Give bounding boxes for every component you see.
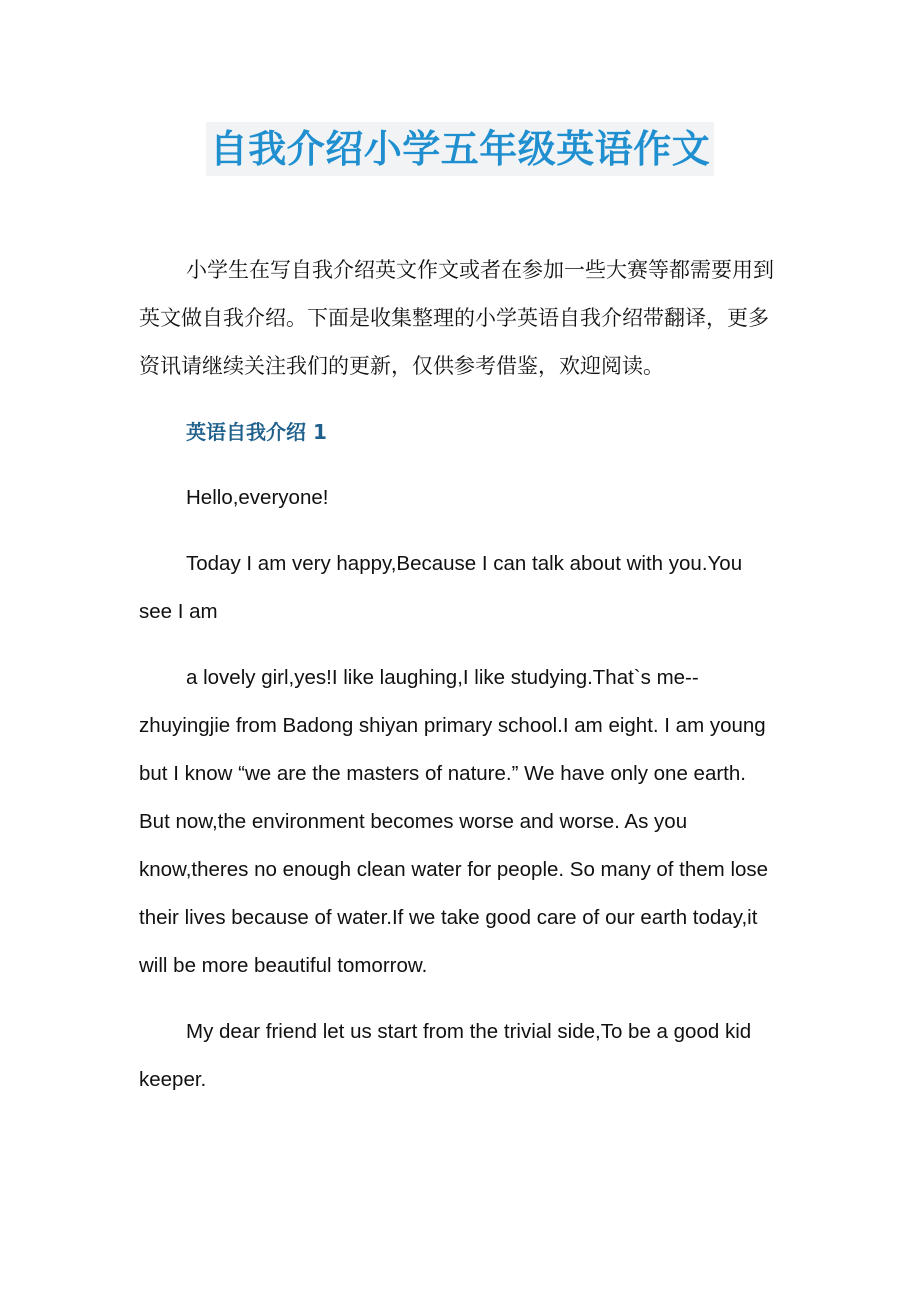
section-heading: 英语自我介绍 1 [186,420,327,444]
document-body [139,246,779,1104]
title-container [0,122,920,176]
body-paragraph-2: a lovely girl,yes!I like laughing,I like studying.That`s me--zhuyingjie from Badong shiyan primary school.I am eight. I am young but I know “we are the masters of nature.” We have only one earth. But now,the environment becomes worse and worse. As you know,theres no enough clean water for people. So many of them lose their lives because of water.If we take good care of our earth today,it will be more beautiful tomorrow. [139,666,769,977]
body-paragraph-3: My dear friend let us start from the trivial side,To be a good kid keeper. [139,1020,752,1091]
body-paragraph-1: Today I am very happy,Because I can talk about with you.You see I am [139,552,743,623]
greeting-paragraph: Hello,everyone! [186,486,329,509]
document-title: 自我介绍小学五年级英语作文 [206,122,715,176]
intro-paragraph: 小学生在写自我介绍英文作文或者在参加一些大赛等都需要用到英文做自我介绍。下面是收集整理的小学英语自我介绍带翻译，更多资讯请继续关注我们的更新，仅供参考借鉴，欢迎阅读。 [139,258,774,378]
